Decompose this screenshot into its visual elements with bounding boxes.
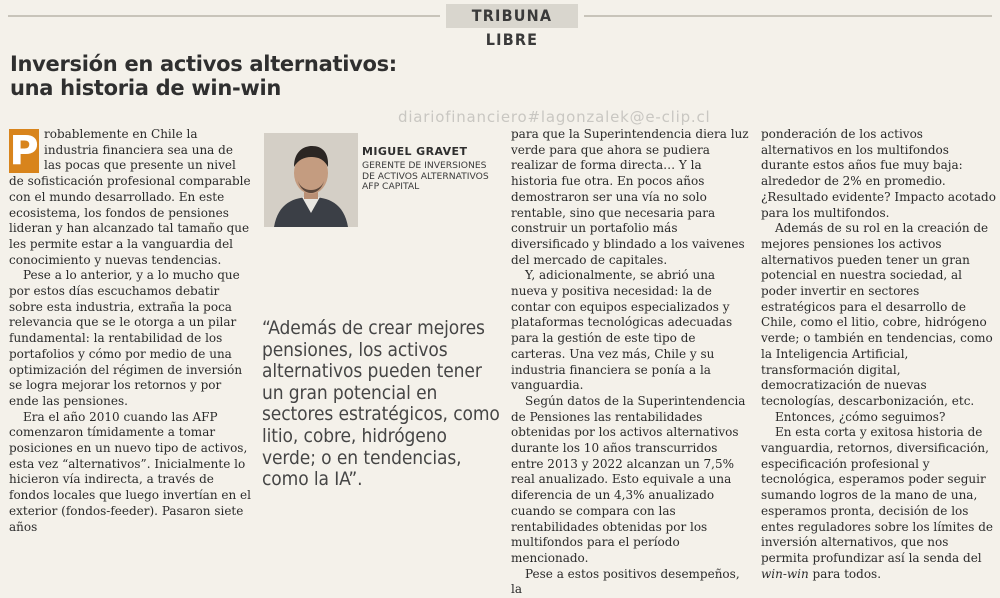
drop-cap: P <box>9 128 39 174</box>
paragraph: En esta corta y exitosa historia de vanguardia, retornos, diversificación, especificación profesional y tecnológica, esperamos poder seguir sumando logros de la mano de una, esperamos pronta, decisión de los entes reguladores sobre los límites de inversión alternativos, que nos permita profundizar así la senda del win-win para todos. <box>761 425 994 581</box>
section-label: TRIBUNA LIBRE <box>446 4 578 28</box>
author-name: MIGUEL GRAVET <box>362 145 468 158</box>
article-column-3 <box>511 127 751 597</box>
paragraph: Pese a estos positivos desempeños, la <box>511 566 740 597</box>
paragraph: Además de su rol en la creación de mejores pensiones los activos alternativos pueden tener un gran potencial en nuestra sociedad, al poder invertir en sectores estratégicos para el desarrollo de Chile, como el litio, cobre, hidrógeno verde; o también en tendencias, como la Inteligencia Artificial, transformación digital, democratización de nuevas tecnologías, descarbonización, etc. <box>761 221 993 408</box>
section-rule-left <box>8 15 440 17</box>
author-photo <box>264 133 358 227</box>
headline-line-1: Inversión en activos alternativos: <box>10 52 397 76</box>
paragraph: P robablemente en Chile la industria financiera sea una de las pocas que presente un nivel de sofisticación profesional comparable con el mundo desarrollado. En este ecosistema, los fondos de pensiones lideran y han alcanzado tal tamaño que les permite estar a la vanguardia del conocimiento y nuevas tendencias. <box>9 127 251 267</box>
article-headline <box>10 52 490 100</box>
paragraph: Y, adicionalmente, se abrió una nueva y positiva necesidad: la de contar con equipos especializados y plataformas tecnológicas adecuadas para la gestión de este tipo de carteras. Una vez más, Chile y su industria financiera se ponía a la vanguardia. <box>511 268 733 393</box>
author-role: GERENTE DE INVERSIONES DE ACTIVOS ALTERNATIVOS AFP CAPITAL <box>362 160 489 193</box>
paragraph: Era el año 2010 cuando las AFP comenzaron tímidamente a tomar posiciones en un nuevo tipo de activos, esta vez “alternativos”. Inicialmente lo hicieron vía indirecta, a través de fondos locales que luego invertían en el exterior (fondos-feeder). Pasaron siete años <box>9 409 251 534</box>
article-column-1 <box>9 127 253 534</box>
paragraph: para que la Superintendencia diera luz verde para que ahora se pudiera realizar de forma directa… Y la historia fue otra. En pocos años demostraron ser una vía no solo rentable, sino que necesaria para construir un portafolio más diversificado y blindado a los vaivenes del mercado de capitales. <box>511 127 749 267</box>
paragraph: Según datos de la Superintendencia de Pensiones las rentabilidades obtenidas por los activos alternativos durante los 10 años transcurridos entre 2013 y 2022 alcanzan un 7,5% real anualizado. Esto equivale a una diferencia de un 4,3% anualizado cuando se compara con las rentabilidades obtenidas por los multifondos para el período mencionado. <box>511 393 746 565</box>
article-column-4 <box>761 127 997 581</box>
headline-line-2: una historia de win-win <box>10 76 282 100</box>
italic-term: win-win <box>761 566 809 581</box>
section-rule-right <box>584 15 992 17</box>
paragraph: Pese a lo anterior, y a lo mucho que por estos días escuchamos debatir sobre esta industria, extraña la poca relevancia que se le otorga a un pilar fundamental: la rentabilidad de los portafolios y cómo por medio de una optimización del régimen de inversión se logra mejorar los retornos y por ende las pensiones. <box>9 268 243 408</box>
watermark: diariofinanciero#lagonzalek@e-clip.cl <box>398 108 711 126</box>
pull-quote: “Además de crear mejores pensiones, los activos alternativos pueden tener un gran potencial en sectores estratégicos, como litio, cobre, hidrógeno verde; o en tendencias, como la IA”. <box>262 317 500 491</box>
paragraph: Entonces, ¿cómo seguimos? <box>775 409 946 424</box>
paragraph: ponderación de los activos alternativos en los multifondos durante estos años fue muy baja: alrededor de 2% en promedio. ¿Resultado evidente? Impacto acotado para los multifondos. <box>761 127 996 220</box>
